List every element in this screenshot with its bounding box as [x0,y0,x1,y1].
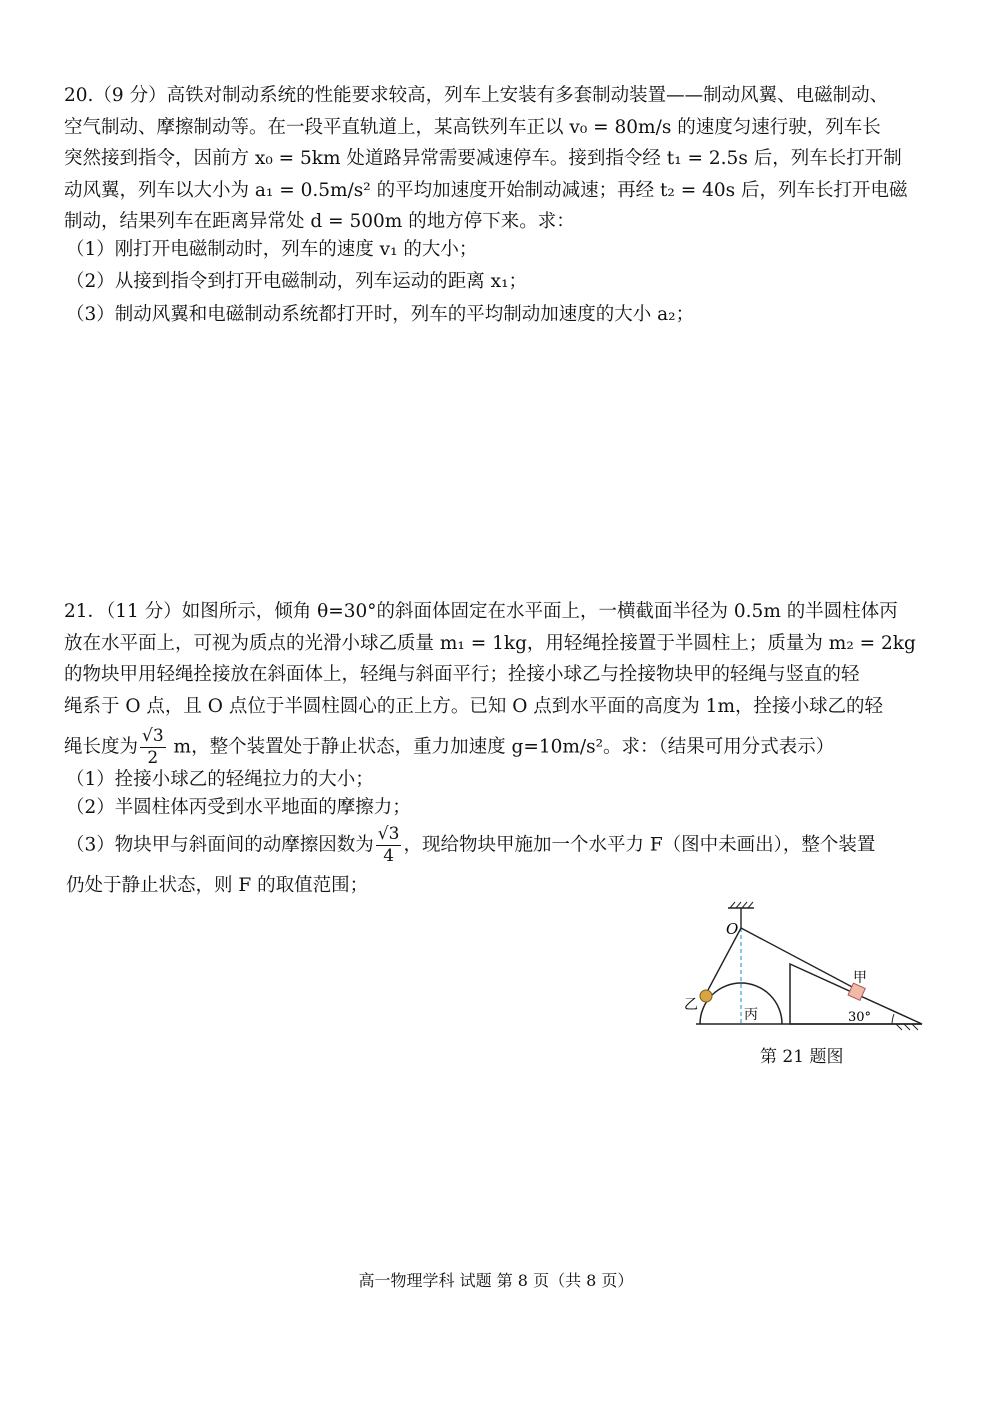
q21-line-5 [64,728,930,767]
rope-length-fraction [140,728,166,767]
label-O: O [726,920,739,938]
q21-subquestion-3-continued: 仍处于静止状态，则 F 的取值范围； [66,875,369,896]
q21-line-4: 绳系于 O 点，且 O 点位于半圆柱圆心的正上方。已知 O 点到水平面的高度为 1m，拴接小球乙的轻 [64,695,883,717]
q20-line-5: 制动，结果列车在距离异常处 d = 500m 的地方停下来。求： [64,211,575,232]
q21-item3-after: ，现给物块甲施加一个水平力 F（图中未画出），整个装置 [403,834,876,856]
page-footer: 高一物理学科 试题 第 8 页（共 8 页） [358,1271,634,1290]
fraction-denominator: 4 [383,846,395,866]
q21-line-2: 放在水平面上，可视为质点的光滑小球乙质量 m₁ = 1kg，用轻绳拴接置于半圆柱上；质量为 m₂ = 2kg [64,632,916,654]
q21-subquestion-1: （1）拴接小球乙的轻绳拉力的大小； [66,769,374,790]
figure-caption: 第 21 题图 [760,1047,844,1067]
label-bing: 丙 [744,1007,758,1023]
semi-cylinder [700,983,782,1024]
label-angle: 30° [848,1010,872,1025]
q20-line-3: 突然接到指令，因前方 x₀ = 5km 处道路异常需要减速停车。接到指令经 t₁ = 2.5s 后，列车长打开制 [64,148,902,169]
question-20-stem [64,80,930,238]
q21-item3-before: （3）物块甲与斜面间的动摩擦因数为 [66,834,374,856]
q21-line-5-after: m，整个装置处于静止状态，重力加速度 g=10m/s²。求：（结果可用分式表示） [167,736,835,758]
q21-line-5-before: 绳长度为 [64,736,139,758]
q20-line-4: 动风翼，列车以大小为 a₁ = 0.5m/s² 的平均加速度开始制动减速；再经 t₂ = 40s 后，列车长打开电磁 [64,179,908,201]
q20-line-1: 20.（9 分）高铁对制动系统的性能要求较高，列车上安装有多套制动装置——制动风翼、电磁制动、 [64,85,889,106]
fraction-numerator: √3 [377,824,400,844]
label-yi: 乙 [684,997,698,1013]
question-21-stem [64,596,930,767]
q20-subquestion-3: （3）制动风翼和电磁制动系统都打开时，列车的平均制动加速度的大小 a₂； [66,304,695,325]
q21-subquestion-3 [66,826,932,865]
q21-line-3: 的物块甲用轻绳拴接放在斜面体上，轻绳与斜面平行；拴接小球乙与拴接物块甲的轻绳与竖直的轻 [64,664,860,685]
ball-yi [700,990,712,1002]
fraction-denominator: 2 [147,748,159,768]
fraction-numerator: √3 [142,726,164,746]
ground-hatch [896,1024,918,1030]
physics-diagram [670,890,940,1040]
q20-subquestion-1: （1）刚打开电磁制动时，列车的速度 v₁ 的大小； [66,239,478,260]
friction-coefficient-fraction [376,826,402,865]
rope-to-block [741,928,856,989]
q21-subquestion-2: （2）半圆柱体丙受到水平地面的摩擦力； [66,797,411,818]
q21-line-1: 21．（11 分）如图所示，倾角 θ=30°的斜面体固定在水平面上，一横截面半径为 0.5m 的半圆柱体丙 [64,601,898,622]
label-jia: 甲 [853,970,867,986]
q20-subquestion-2: （2）从接到指令到打开电磁制动，列车运动的距离 x₁； [66,271,528,292]
ceiling-hatch [730,902,753,908]
angle-arc [892,1014,894,1024]
q20-line-2: 空气制动、摩擦制动等。在一段平直轨道上，某高铁列车正以 v₀ = 80m/s 的速度匀速行驶，列车长 [64,116,881,138]
